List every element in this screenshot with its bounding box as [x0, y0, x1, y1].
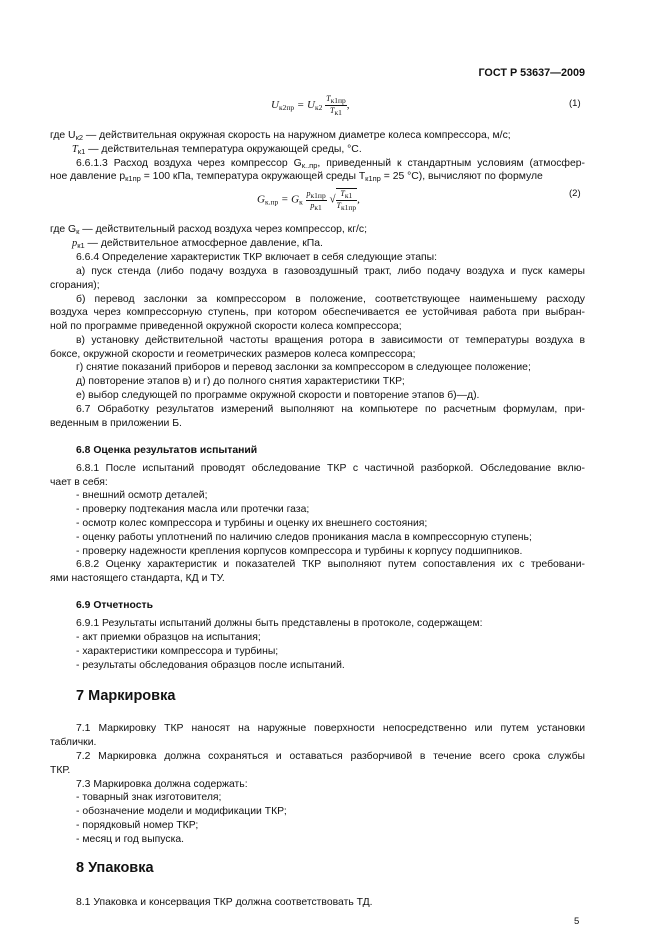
- paragraph-line: е) выбор следующей по программе окружной скорости и повторение этапов б)—д).: [76, 390, 480, 401]
- paragraph-line: 6.7 Обработку результатов измерений выполняют на компьютере по расчетным формулам, при-: [76, 404, 585, 415]
- list-item: - проверку подтекания масла или протечки газа;: [76, 504, 310, 515]
- paragraph-line: боксе, окружной скорости и геометрических размеров колеса компрессора;: [50, 349, 416, 360]
- subsection-heading: 6.8 Оценка результатов испытаний: [76, 445, 258, 456]
- paragraph-line: 6.8.2 Оценку характеристик и показателей ТКР выполняют путем сопоставления их с требовани-: [76, 559, 585, 570]
- page-number: 5: [574, 916, 580, 927]
- list-item: - проверку надежности крепления корпусов компрессора и турбины к корпусу подшипников.: [76, 546, 523, 557]
- list-item: - характеристики компрессора и турбины;: [76, 646, 279, 657]
- paragraph-line: чает в себя:: [50, 477, 108, 488]
- list-item: - оценку работы уплотнений по наличию следов проникания масла в компрессорную ступень;: [76, 532, 532, 543]
- paragraph-line: воздуха через компрессорную ступень, при котором обеспечивается ее устойчивая работа при выбран-: [50, 307, 585, 318]
- equation-number-2: (2): [569, 188, 581, 199]
- paragraph-line: 7.1 Маркировку ТКР наносят на наружные поверхности непосредственно или путем установки: [76, 723, 585, 734]
- paragraph-line: в) установку действительной частоты вращения ротора в зависимости от температуры воздуха в: [76, 335, 585, 346]
- paragraph-line: 6.9.1 Результаты испытаний должны быть представлены в протоколе, содержащем:: [76, 618, 483, 629]
- list-item: - внешний осмотр деталей;: [76, 490, 208, 501]
- equation-number-1: (1): [569, 98, 581, 109]
- sqrt-icon: √: [329, 193, 336, 206]
- list-item: - обозначение модели и модификации ТКР;: [76, 806, 287, 817]
- standard-header: ГОСТ Р 53637—2009: [478, 67, 585, 79]
- paragraph-line: ное давление $p_{к1пр} = 100$ кПа, температура окружающей среды $T_{к1пр} = 25$ °С), вычисляют по формуле: [50, 171, 543, 183]
- paragraph-line: веденным в приложении Б.: [50, 418, 182, 429]
- definition-line: $T_{к1}$ — действительная температура окружающей среды, °С.: [72, 144, 362, 156]
- paragraph-line: 8.1 Упаковка и консервация ТКР должна соответствовать ТД.: [76, 897, 373, 908]
- section-heading-8: 8 Упаковка: [76, 860, 154, 876]
- paragraph-line: д) повторение этапов в) и г) до полного снятия характеристики ТКР;: [76, 376, 405, 387]
- list-item: - порядковый номер ТКР;: [76, 820, 199, 831]
- paragraph-line: ной по программе приведенной окружной скорости колеса компрессора;: [50, 321, 402, 332]
- list-item: - акт приемки образцов на испытания;: [76, 632, 261, 643]
- list-item: - осмотр колес компрессора и турбины и оценку их внешнего состояния;: [76, 518, 428, 529]
- paragraph-line: б) перевод заслонки за компрессором в положение, соответствующее наименьшему расходу: [76, 294, 585, 305]
- paragraph-line: таблички.: [50, 737, 97, 748]
- paragraph-line: 7.2 Маркировка должна сохраняться и оставаться разборчивой в течение всего срока службы: [76, 751, 585, 762]
- subsection-heading: 6.9 Отчетность: [76, 600, 154, 611]
- paragraph-line: 6.8.1 После испытаний проводят обследование ТКР с частичной разборкой. Обследование вклю-: [76, 463, 585, 474]
- fraction: $\frac{pк1пр}{pк1}$: [306, 188, 326, 212]
- paragraph-line: 7.3 Маркировка должна содержать:: [76, 779, 248, 790]
- paragraph-line: сгорания);: [50, 280, 100, 291]
- list-item: - товарный знак изготовителя;: [76, 792, 222, 803]
- section-heading-7: 7 Маркировка: [76, 688, 176, 704]
- paragraph-line: ями настоящего стандарта, КД и ТУ.: [50, 573, 225, 584]
- paragraph-line: г) снятие показаний приборов и перевод заслонки за компрессором в следующее положение;: [76, 362, 531, 373]
- definition-line: где $U_{к2}$ — действительная окружная скорость на наружном диаметре колеса компрессора, м/с;: [50, 130, 511, 142]
- paragraph-line: ТКР.: [50, 765, 71, 776]
- formula-1: Uк2пр = Uк2 $\frac{Tк1пр}{Tк1}$ ,: [271, 94, 350, 117]
- list-item: - месяц и год выпуска.: [76, 834, 185, 845]
- formula-2: Gк.пр = Gк $\frac{pк1пр}{pк1}$ √ $\frac{Tк1}{Tк1пр}$ ,: [257, 188, 360, 212]
- paragraph-line: 6.6.4 Определение характеристик ТКР включает в себя следующие этапы:: [76, 252, 438, 263]
- list-item: - результаты обследования образцов после испытаний.: [76, 660, 345, 671]
- definition-line: где $G_к$ — действительный расход воздуха через компрессор, кг/с;: [50, 224, 367, 236]
- paragraph-line: 6.6.1.3 Расход воздуха через компрессор $G_{к..пр}$, приведенный к стандартным условиям (атмосфер-: [76, 158, 585, 170]
- fraction: $\frac{Tк1пр}{Tк1}$: [326, 94, 346, 117]
- definition-line: $p_{к1}$ — действительное атмосферное давление, кПа.: [72, 238, 323, 250]
- fraction: $\frac{Tк1}{Tк1пр}$: [336, 189, 357, 212]
- paragraph-line: а) пуск стенда (либо подачу воздуха в газовоздушный тракт, либо подачу воздуха и пуск камеры: [76, 266, 585, 277]
